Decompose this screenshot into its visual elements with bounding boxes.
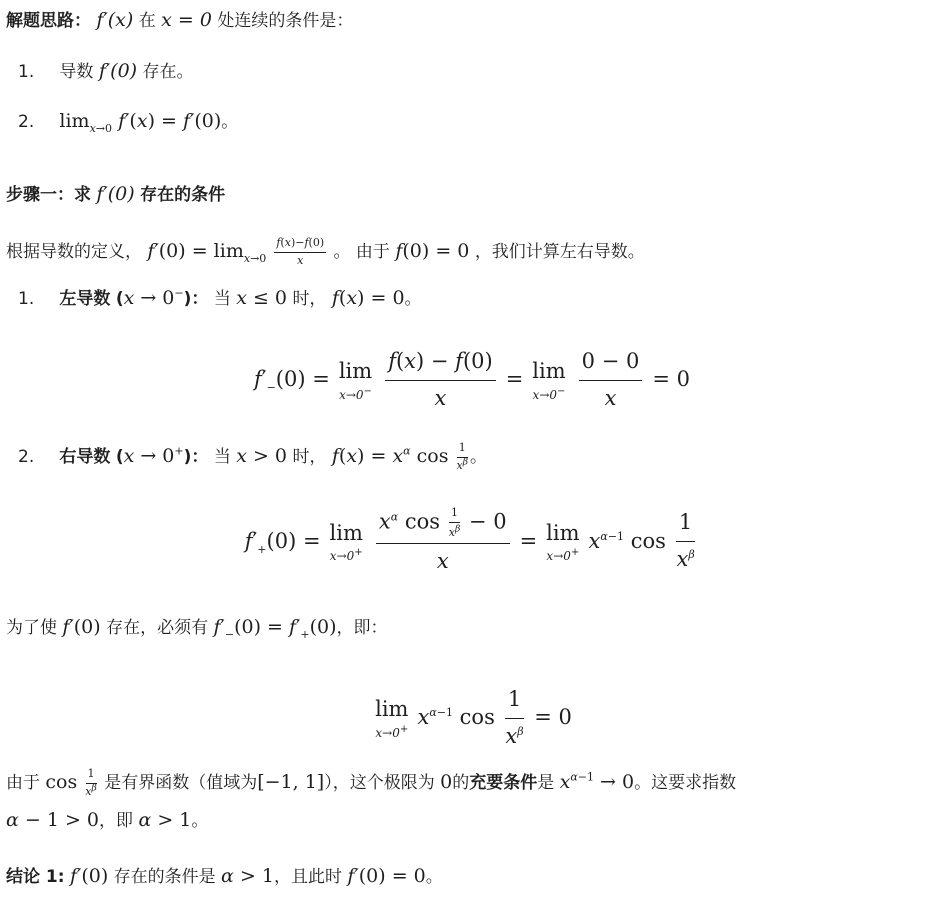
math-derivative-definition: $f'(0) = \lim_{x\to 0}$ $\frac{f(x)-f(0)}{x}$ bbox=[147, 236, 325, 267]
right-paren: ( bbox=[115, 447, 124, 467]
period: 。 bbox=[470, 447, 488, 467]
limit-operator: lim x→0− bbox=[338, 359, 373, 402]
condition-item-1 bbox=[18, 57, 194, 86]
right-text-2: 时， bbox=[292, 447, 327, 467]
math-x-le-0: x ≤ 0 bbox=[236, 287, 288, 309]
limit-operator: lim x→0+ bbox=[375, 697, 409, 740]
right-paren-close: )： bbox=[183, 447, 209, 467]
math-fprime-0: f′(0) bbox=[62, 616, 101, 638]
reason-line bbox=[6, 766, 736, 800]
period: 。 bbox=[425, 867, 443, 887]
math-fx-eq-0: f(x) = 0 bbox=[331, 287, 405, 309]
math-x-eq-0: x = 0 bbox=[161, 9, 212, 31]
existence-text-1: 为了使 bbox=[6, 618, 57, 638]
math-fprime-0-eq-0: f′(0) = 0 bbox=[347, 865, 426, 887]
existence-text-2: 存在，必须有 bbox=[106, 618, 209, 638]
condition-item-2 bbox=[18, 107, 238, 136]
existence-text-3: ，即： bbox=[336, 618, 388, 638]
left-derivative-equation: $f'_-(0)$ = lim x→0− $\frac{f(x) - f(0)}{x}$ = lim x→0− $\frac{0 - 0}{x}$ = 0 bbox=[0, 346, 944, 414]
conclusion-line bbox=[6, 862, 443, 891]
item-number: 2. bbox=[18, 447, 35, 467]
right-text-1: 当 bbox=[213, 447, 231, 467]
math-fprime-x: f′(x) bbox=[96, 9, 134, 31]
definition-text-3: ，我们计算左右导数。 bbox=[474, 242, 645, 262]
right-derivative-label: 右导数 bbox=[59, 447, 111, 467]
limit-operator: lim x→0+ bbox=[329, 520, 363, 563]
reason-text-4: 的 bbox=[452, 773, 470, 793]
definition-text-2: 。 由于 bbox=[333, 242, 390, 262]
item-number: 1. bbox=[18, 289, 35, 309]
math-x-to-0-minus: x → 0− bbox=[123, 286, 184, 309]
math-x-to-0-plus: x → 0+ bbox=[123, 444, 184, 467]
existence-line bbox=[6, 613, 388, 642]
condition-number: 1. bbox=[18, 62, 35, 82]
math-x-gt-0: x > 0 bbox=[236, 445, 288, 467]
math-left-eq-right: $f'_-(0) = f'_+(0)$ bbox=[213, 616, 337, 641]
necessary-sufficient-label: 充要条件 bbox=[469, 773, 538, 793]
math-alpha-gt-1: α > 1 bbox=[221, 865, 274, 887]
reason-text-7: ，即 bbox=[99, 811, 134, 831]
reason-text-3: ），这个极限为 bbox=[324, 773, 435, 793]
reason-line-2 bbox=[6, 806, 208, 835]
intro-line bbox=[6, 6, 353, 35]
left-derivative-label: 左导数 bbox=[59, 289, 111, 309]
period: 。 bbox=[404, 289, 422, 309]
period: 。 bbox=[191, 811, 209, 831]
step1-suffix: 存在的条件 bbox=[140, 185, 226, 205]
math-fprime-0: f′(0) bbox=[69, 865, 109, 887]
limit-equation: lim x→0+ $x^{\alpha-1}$ cos $\frac{1}{x^\beta}$ = 0 bbox=[0, 684, 944, 752]
math-alpha-gt-1: α > 1 bbox=[138, 809, 192, 831]
right-derivative-equation: $f'_+(0)$ = lim x→0+ $x^\alpha$ cos $\frac{1}{x^\beta}$ − 0 x = lim x→0+ $x^{\alpha-1}$ cos $\frac{1}{x^\beta}$ bbox=[244, 506, 695, 573]
left-paren-close: )： bbox=[183, 289, 209, 309]
math-range: [−1, 1] bbox=[257, 771, 325, 793]
definition-text-1: 根据导数的定义， bbox=[6, 242, 142, 262]
intro-label: 解题思路： bbox=[6, 11, 91, 31]
left-derivative-item bbox=[18, 284, 422, 313]
left-paren: ( bbox=[115, 289, 124, 309]
left-text-2: 时， bbox=[292, 289, 327, 309]
definition-line bbox=[6, 235, 645, 269]
math-zero: 0 bbox=[440, 771, 453, 793]
reason-text-2: 是有界函数（值域为 bbox=[104, 773, 258, 793]
right-derivative-item bbox=[18, 440, 487, 474]
reason-text-5: 是 bbox=[537, 773, 555, 793]
math-limit-condition: $\lim_{x\to 0} f'(x) = f'(0)$ bbox=[59, 110, 222, 135]
limit-operator: lim x→0− bbox=[532, 359, 566, 402]
reason-text-1: 由于 bbox=[6, 773, 40, 793]
math-cos-term: cos $\frac{1}{x^\beta}$ bbox=[45, 767, 97, 798]
condition-number: 2. bbox=[18, 112, 35, 132]
math-fprime-0: f′(0) bbox=[96, 183, 135, 205]
intro-text-1: 在 bbox=[138, 11, 156, 31]
intro-text-2: 处连续的条件是： bbox=[217, 11, 354, 31]
left-text-1: 当 bbox=[213, 289, 231, 309]
condition-text: 存在。 bbox=[142, 62, 194, 82]
math-f0-eq-0: f(0) = 0 bbox=[395, 240, 470, 262]
step1-label: 步骤一：求 bbox=[6, 185, 91, 205]
math-power-to-0: $x^{\alpha-1} \to 0$ bbox=[559, 770, 635, 793]
math-fx-definition: $f(x) = x^\alpha$ cos $\frac{1}{x^\beta}$ bbox=[331, 441, 469, 472]
math-alpha-minus-1: α − 1 > 0 bbox=[6, 809, 100, 831]
condition-prefix: 导数 bbox=[59, 62, 94, 82]
math-fprime-0: f′(0) bbox=[98, 60, 138, 82]
conclusion-text-2: ，且此时 bbox=[273, 867, 342, 887]
reason-text-6: 。这要求指数 bbox=[634, 773, 737, 793]
limit-operator: lim x→0+ bbox=[546, 520, 580, 563]
condition-suffix: 。 bbox=[221, 112, 239, 132]
conclusion-text-1: 存在的条件是 bbox=[113, 867, 216, 887]
step1-heading bbox=[6, 180, 225, 209]
conclusion-label: 结论 1: bbox=[6, 867, 65, 887]
